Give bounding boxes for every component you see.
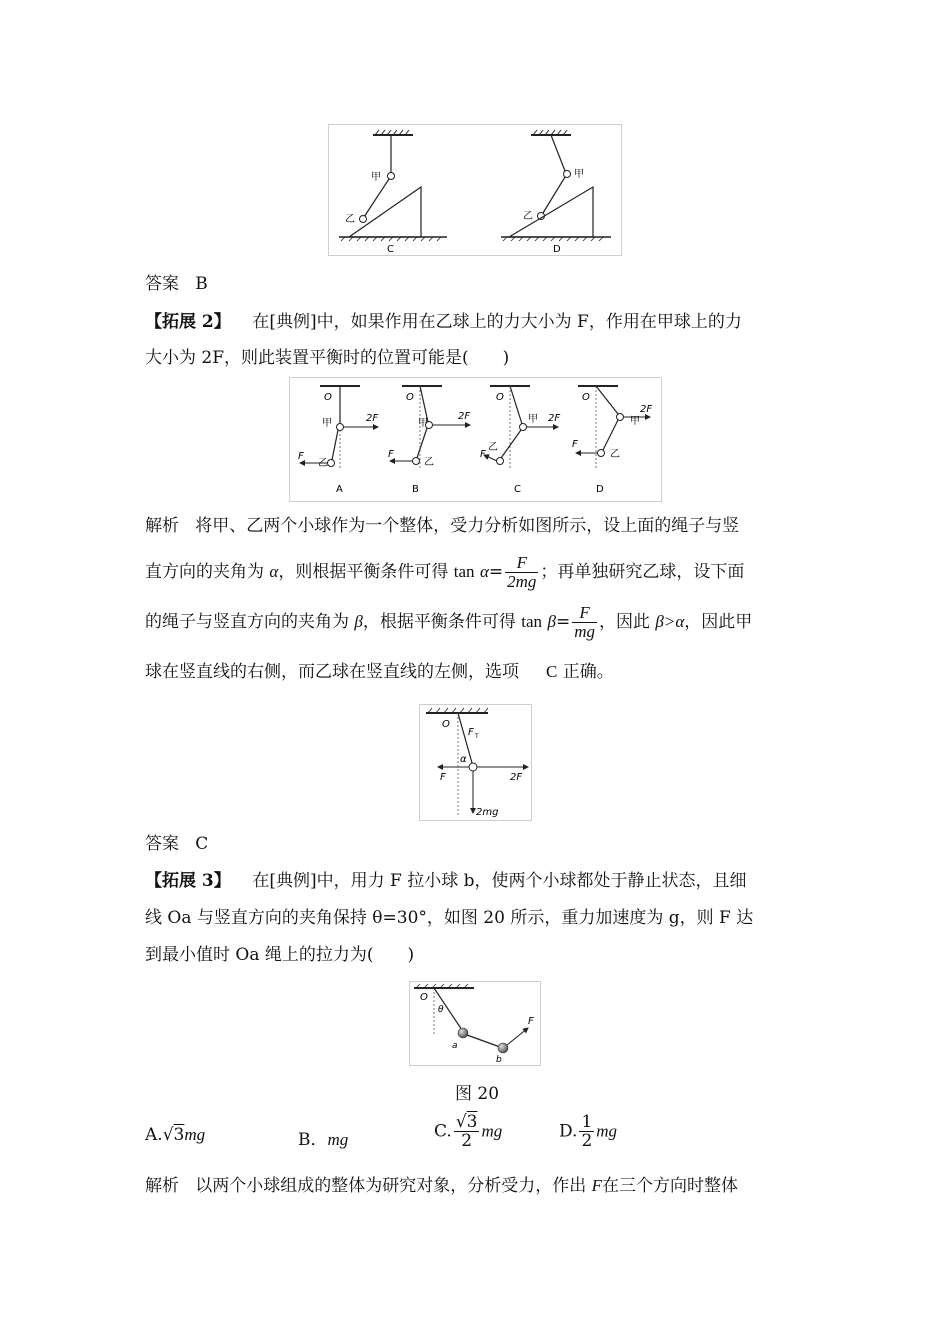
analysis1-line1 xyxy=(145,514,739,538)
force-f: F xyxy=(440,772,446,783)
analysis2-text-a: 以两个小球组成的整体为研究对象，分析受力，作出 xyxy=(195,1176,587,1196)
analysis1-text4b: 正确。 xyxy=(562,662,614,682)
frac2-den: mg xyxy=(574,621,595,641)
analysis1-line2 xyxy=(145,550,744,594)
force-alpha: α xyxy=(460,754,467,765)
ext2-line1 xyxy=(145,310,742,334)
analysis2-label: 解析 xyxy=(145,1176,179,1196)
label-jia-d: 甲 xyxy=(574,169,584,180)
label-yi-c: 乙 xyxy=(345,214,355,225)
beta-gt-alpha: β>α xyxy=(655,612,685,631)
opt-d: D xyxy=(596,484,604,495)
d-o: O xyxy=(582,392,590,403)
fig20-f: F xyxy=(528,1016,534,1027)
choice-b-label: B． xyxy=(298,1130,328,1150)
tan-func-2: tan xyxy=(521,612,543,631)
c-yi: 乙 xyxy=(488,442,498,453)
frac1-num: F xyxy=(505,554,538,573)
analysis1-label: 解析 xyxy=(145,516,179,536)
analysis1-text1: 将甲、乙两个小球作为一个整体，受力分析如图所示，设上面的绳子与竖 xyxy=(195,516,740,536)
choice-d-frac xyxy=(579,1113,594,1150)
analysis1-line3 xyxy=(145,600,752,644)
ext2-text1: 在[典例]中，如果作用在乙球上的力大小为 F，作用在甲球上的力 xyxy=(252,312,742,332)
choice-c-frac xyxy=(454,1113,480,1150)
analysis1-text2c: ；再单独研究乙球，设下面 xyxy=(540,562,745,582)
analysis1-text2a: 直方向的夹角为 xyxy=(145,562,264,582)
analysis2-f: F xyxy=(591,1176,603,1195)
choice-d[interactable] xyxy=(559,1113,617,1150)
a-f: F xyxy=(298,451,304,462)
ext2-tag: 【拓展 2】 xyxy=(145,312,231,332)
ext3-tag: 【拓展 3】 xyxy=(145,871,231,891)
analysis1-line4 xyxy=(145,660,614,684)
a-yi: 乙 xyxy=(318,458,328,469)
answer-1 xyxy=(145,272,208,296)
frac2-num: F xyxy=(572,604,597,623)
figure-20-drawing xyxy=(410,982,540,1065)
figure-cd-drawing xyxy=(329,125,621,255)
figure-force-drawing xyxy=(420,705,531,820)
option-c-ref: C xyxy=(546,662,558,681)
analysis1-text3a: 的绳子与竖直方向的夹角为 xyxy=(145,612,349,632)
analysis1-text4a: 球在竖直线的右侧，而乙球在竖直线的左侧，选项 xyxy=(145,662,519,682)
answer2-value: C xyxy=(195,834,209,854)
alpha-symbol: α xyxy=(269,562,279,581)
choice-d-label: D. xyxy=(559,1121,578,1142)
b-2f: 2F xyxy=(458,411,471,422)
choice-c-root: 3 xyxy=(466,1112,478,1132)
figure-force xyxy=(419,704,532,821)
equals-1: = xyxy=(488,562,504,582)
ext3-line3 xyxy=(145,943,414,967)
ext3-text1: 在[典例]中，用力 F 拉小球 b，使两个小球都处于静止状态，且细 xyxy=(252,871,747,891)
b-yi: 乙 xyxy=(424,457,434,468)
choice-c-label: C. xyxy=(434,1121,452,1142)
label-c: C xyxy=(387,244,394,255)
d-jia: 甲 xyxy=(630,416,640,427)
force-ft-sub: T xyxy=(475,733,479,740)
choice-a-mg: mg xyxy=(184,1125,206,1144)
answer-2 xyxy=(145,832,208,856)
fig20-o: O xyxy=(420,992,428,1003)
label-yi-d: 乙 xyxy=(523,211,533,222)
ext3-text2: 线 Oa 与竖直方向的夹角保持 θ=30°，如图 20 所示，重力加速度为 g，则 F 达 xyxy=(145,908,754,928)
figure-20-caption: 图 20 xyxy=(455,1084,500,1104)
label-jia-c: 甲 xyxy=(371,172,381,183)
c-jia: 甲 xyxy=(528,414,538,425)
ext3-line1 xyxy=(145,869,747,893)
b-o: O xyxy=(406,392,414,403)
analysis1-text2b: ，则根据平衡条件可得 xyxy=(278,562,449,582)
b-f: F xyxy=(388,449,394,460)
fraction-f-mg xyxy=(572,604,597,641)
alpha-symbol-2: α xyxy=(479,562,489,581)
choice-d-num: 1 xyxy=(581,1112,593,1132)
ext3-text3: 到最小值时 Oa 绳上的拉力为( ) xyxy=(145,945,415,965)
choice-a-root: 3 xyxy=(173,1125,185,1145)
answer2-label: 答案 xyxy=(145,834,179,854)
opt-a: A xyxy=(336,484,343,495)
fig20-b: b xyxy=(496,1055,502,1065)
choices-row xyxy=(145,1113,745,1159)
d-f: F xyxy=(572,439,578,450)
analysis1-text3d: ，因此甲 xyxy=(684,612,753,632)
choice-c-mg: mg xyxy=(481,1121,503,1141)
opt-c: C xyxy=(514,484,521,495)
figure-cd xyxy=(328,124,622,256)
analysis2-text-b: 在三个方向时整体 xyxy=(602,1176,739,1196)
figure-abcd-drawing xyxy=(290,378,661,501)
sqrt-sign-a: √ xyxy=(162,1125,174,1145)
analysis1-text3b: ，根据平衡条件可得 xyxy=(362,612,516,632)
a-o: O xyxy=(324,392,332,403)
figure-20 xyxy=(409,981,541,1066)
opt-b: B xyxy=(412,484,419,495)
choice-c[interactable] xyxy=(434,1113,502,1150)
force-ft: F xyxy=(468,727,474,738)
ext3-line2 xyxy=(145,906,753,930)
equals-2: = xyxy=(555,612,571,632)
choice-a[interactable] xyxy=(145,1125,205,1145)
force-2f: 2F xyxy=(510,772,523,783)
fraction-f-2mg xyxy=(505,554,538,591)
force-o: O xyxy=(442,719,450,730)
c-o: O xyxy=(496,392,504,403)
choice-d-den: 2 xyxy=(581,1131,593,1151)
answer-value: B xyxy=(195,274,208,294)
analysis1-text3c: ，因此 xyxy=(598,612,650,632)
d-2f: 2F xyxy=(640,404,653,415)
a-2f: 2F xyxy=(366,413,379,424)
choice-a-label: A. xyxy=(145,1125,163,1145)
beta-symbol: β xyxy=(354,612,363,631)
choice-b[interactable] xyxy=(298,1125,348,1150)
choice-b-mg: mg xyxy=(327,1130,349,1149)
d-yi: 乙 xyxy=(610,449,620,460)
answer-label: 答案 xyxy=(145,274,179,294)
choice-d-mg: mg xyxy=(596,1121,618,1141)
fig20-a: a xyxy=(452,1041,458,1051)
c-f: F xyxy=(480,449,486,460)
tan-func: tan xyxy=(453,562,475,581)
beta-symbol-2: β xyxy=(547,612,556,631)
a-jia: 甲 xyxy=(322,418,332,429)
c-2f: 2F xyxy=(548,413,561,424)
ext2-text2: 大小为 2F，则此装置平衡时的位置可能是( ) xyxy=(145,348,510,368)
choice-c-den: 2 xyxy=(461,1131,473,1151)
figure-abcd xyxy=(289,377,662,502)
ext2-line2 xyxy=(145,346,509,370)
b-jia: 甲 xyxy=(418,418,428,429)
fig20-theta: θ xyxy=(438,1005,444,1015)
frac1-den: 2mg xyxy=(507,571,537,591)
analysis2-line1 xyxy=(145,1174,738,1198)
sqrt-sign-c: √ xyxy=(455,1112,467,1132)
label-d: D xyxy=(553,244,561,255)
force-2mg: 2mg xyxy=(476,807,499,818)
